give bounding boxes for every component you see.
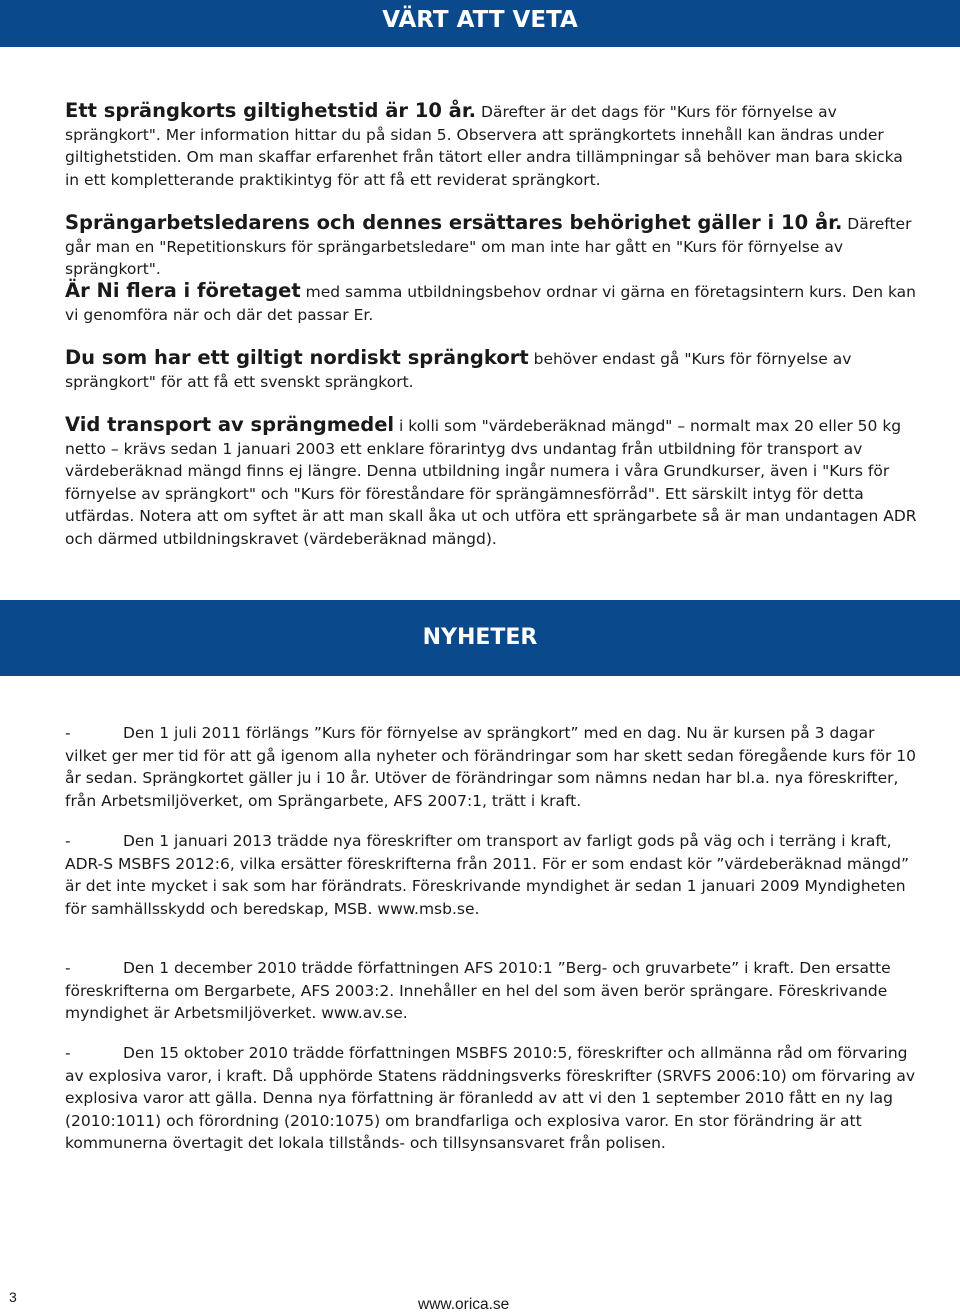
- news-item-text: Den 15 oktober 2010 trädde författningen MSBFS 2010:5, föreskrifter och allmänna råd om förvaring av explosiva varor, i kraft. Då upphörde Statens räddningsverks föreskrifter (SRVFS 2006:10) om förvaring av explosiva varor att gälla. Denna nya författning är föranledd av att vi den 1 september 2010 fått en ny lag (2010:1011) och förordning (2010:1075) om brandfarliga och explosiva varor. En stor förändring är att kommunerna övertagit det lokala tillstånds- och tillsynsansvaret från polisen.: [65, 1044, 916, 1152]
- news-item: [65, 957, 917, 1025]
- page-title: VÄRT ATT VETA: [382, 7, 578, 33]
- paragraph-transport: [65, 414, 917, 550]
- company-lead: Är Ni flera i företaget: [65, 279, 301, 302]
- news-item: [65, 722, 917, 812]
- news-banner: [0, 600, 960, 676]
- blast-manager-lead: Sprängarbetsledarens och dennes ersättares behörighet gäller i 10 år.: [65, 211, 843, 234]
- validity-text-extra: Om man skaffar erfarenhet från tätort eller andra tillämpningar så behöver man bara skicka in ett kompletterande praktikintyg för att få ett reviderat sprängkort.: [65, 148, 903, 189]
- news-item-text: Den 1 juli 2011 förlängs ”Kurs för förnyelse av sprängkort” med en dag. Nu är kursen på 3 dagar vilket ger mer tid för att gå igenom alla nyheter och förändringar som har skett sedan föregående kurs för 10 år sedan. Sprängkortet gäller ju i 10 år. Utöver de förändringar som nämns nedan har bl.a. nya föreskrifter, från Arbetsmiljöverket, om Sprängarbete, AFS 2007:1, trätt i kraft.: [65, 724, 916, 810]
- news-title: NYHETER: [422, 625, 538, 650]
- nordic-lead: Du som har ett giltigt nordiskt sprängkort: [65, 346, 529, 369]
- transport-lead: Vid transport av sprängmedel: [65, 413, 395, 436]
- transport-text: i kolli som "värdeberäknad mängd" – normalt max 20 eller 50 kg netto – krävs sedan 1 januari 2003 ett enklare förarintyg dvs undantag från utbildning för transport av värdeberäknad mängd finns ej längre. Denna utbildning ingår numera i våra Grundkurser, även i "Kurs för förnyelse av sprängkort" och "Kurs för föreståndare för sprängämnesförråd". Ett särskilt intyg för detta utfärdas. Notera att om syftet är att man skall åka ut och utföra ett sprängarbete så är man undantagen ADR och därmed utbildningskravet (värdeberäknad mängd).: [65, 417, 917, 548]
- paragraph-validity: [65, 100, 917, 191]
- news-item-dash: -: [65, 724, 71, 742]
- page-number: 3: [9, 1289, 17, 1305]
- validity-text: Därefter är det dags för "Kurs för förnyelse av sprängkort". Mer information hittar du på sidan 5. Observera att sprängkortets innehåll kan ändras under giltighetstiden.: [65, 103, 884, 166]
- validity-lead: Ett sprängkorts giltighetstid är 10 år.: [65, 99, 477, 122]
- nordic-text: behöver endast gå "Kurs för förnyelse av sprängkort" för att få ett svenskt sprängkort.: [65, 350, 852, 391]
- footer-url[interactable]: www.orica.se: [418, 1296, 510, 1313]
- paragraph-nordic: [65, 347, 917, 393]
- paragraph-company: [65, 280, 917, 326]
- header-banner: [0, 0, 960, 47]
- company-text: med samma utbildningsbehov ordnar vi gärna en företagsintern kurs. Den kan vi genomföra när och där det passar Er.: [65, 283, 916, 324]
- news-item-dash: -: [65, 1044, 71, 1062]
- blast-manager-text: Därefter går man en "Repetitionskurs för sprängarbetsledare" om man inte har gått en "Kurs för förnyelse av sprängkort".: [65, 215, 912, 278]
- news-item-dash: -: [65, 832, 71, 850]
- paragraph-blast-manager: [65, 212, 917, 281]
- news-item-text: Den 1 december 2010 trädde författningen AFS 2010:1 ”Berg- och gruvarbete” i kraft. Den ersatte föreskrifterna om Bergarbete, AFS 2003:2. Innehåller en hel del som även berör sprängare. Föreskrivande myndighet är Arbetsmiljöverket. www.av.se.: [65, 959, 891, 1022]
- news-item: [65, 1042, 917, 1155]
- news-item-text: Den 1 januari 2013 trädde nya föreskrifter om transport av farligt gods på väg och i terräng i kraft, ADR-S MSBFS 2012:6, vilka ersätter föreskrifterna från 2011. För er som endast kör ”värdeberäknad mängd” är det inte mycket i sak som har förändrats. Föreskrivande myndighet är sedan 1 januari 2009 Myndigheten för samhällsskydd och beredskap, MSB. www.msb.se.: [65, 832, 909, 918]
- news-item: [65, 830, 917, 920]
- news-item-dash: -: [65, 959, 71, 977]
